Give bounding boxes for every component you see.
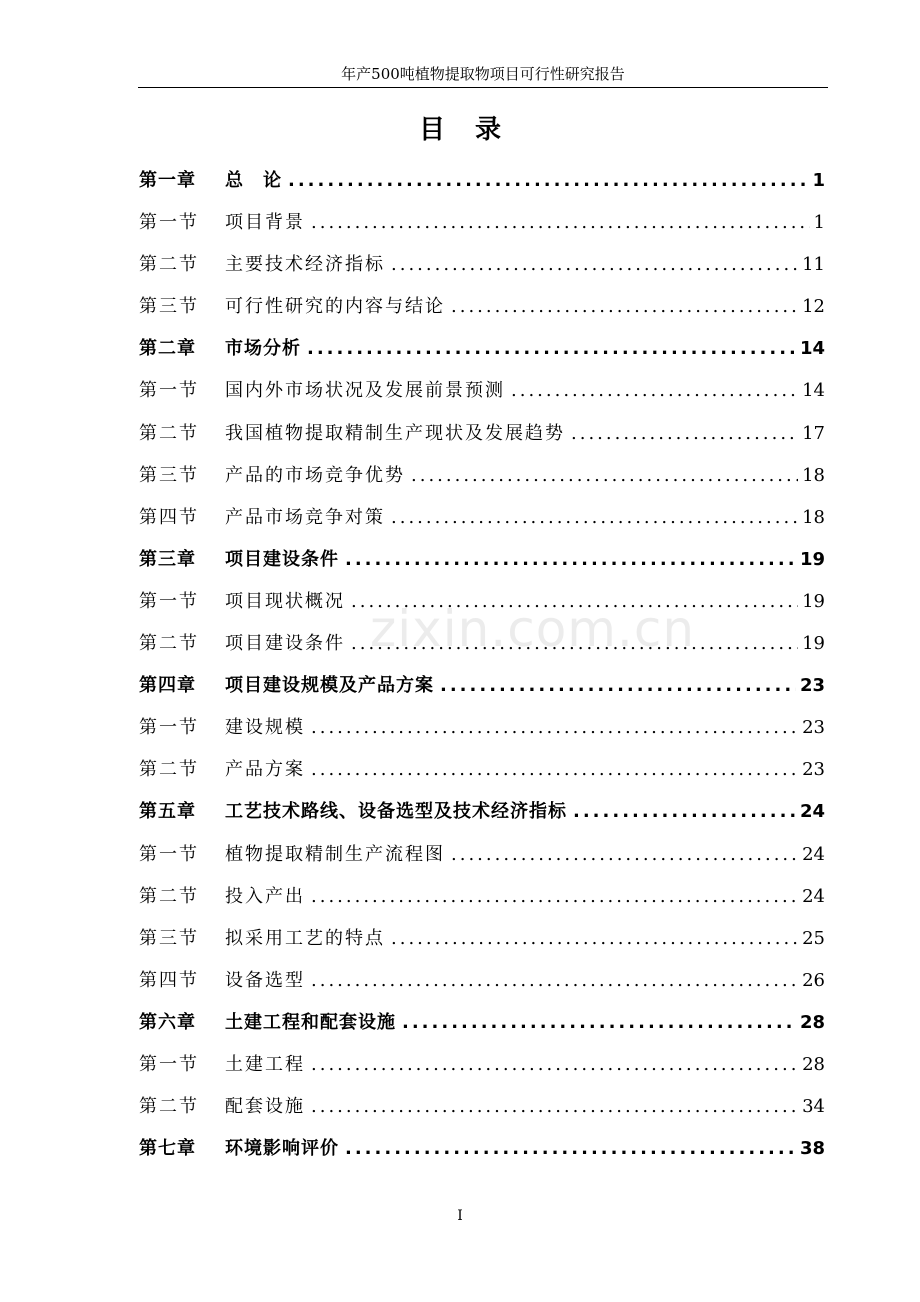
toc-dot-leader <box>311 1086 798 1128</box>
toc-entry-title: 项目建设条件 <box>225 633 345 655</box>
toc-dot-leader <box>571 413 798 455</box>
toc-dot-leader <box>311 202 810 244</box>
toc-title-part2: 录 <box>475 115 502 145</box>
toc-entry-label: 第二节 <box>139 759 199 781</box>
toc-entry-page: 34 <box>802 1096 825 1118</box>
toc-entry-page: 19 <box>799 548 825 570</box>
toc-entry-page: 14 <box>799 338 825 360</box>
toc-section-entry[interactable] <box>139 1086 825 1128</box>
toc-entry-label: 第二节 <box>139 254 199 276</box>
toc-section-entry[interactable] <box>139 960 825 1002</box>
toc-entry-title: 配套设施 <box>225 1096 305 1118</box>
toc-section-entry[interactable] <box>139 581 825 623</box>
toc-entry-label: 第六章 <box>139 1011 196 1033</box>
toc-entry-title: 我国植物提取精制生产现状及发展趋势 <box>225 422 565 444</box>
toc-entry-title: 产品的市场竞争优势 <box>225 464 405 486</box>
toc-entry-page: 11 <box>802 254 825 276</box>
toc-entry-title: 市场分析 <box>225 338 301 360</box>
toc-entry-page: 18 <box>802 506 825 528</box>
toc-dot-leader <box>311 960 798 1002</box>
toc-title-part1: 目 <box>418 115 445 145</box>
toc-entry-label: 第四节 <box>139 969 199 991</box>
toc-section-entry[interactable] <box>139 749 825 791</box>
toc-entry-label: 第一章 <box>139 170 196 191</box>
toc-entry-label: 第二节 <box>139 633 199 655</box>
toc-dot-leader <box>573 791 796 833</box>
toc-entry-label: 第一节 <box>139 590 199 612</box>
toc-dot-leader <box>411 455 798 497</box>
watermark: zixin.com.cn <box>370 600 696 658</box>
toc-entry-title: 设备选型 <box>225 969 305 991</box>
toc-section-entry[interactable] <box>139 455 825 497</box>
toc-section-entry[interactable] <box>139 497 825 539</box>
toc-entry-title: 土建工程和配套设施 <box>225 1011 396 1033</box>
toc-dot-leader <box>345 1128 796 1170</box>
toc-section-entry[interactable] <box>139 623 825 665</box>
toc-entry-page: 17 <box>802 422 825 444</box>
toc-entry-label: 第一节 <box>139 212 199 234</box>
running-header: 年产500吨植物提取物项目可行性研究报告 <box>341 65 625 83</box>
toc-chapter-entry[interactable] <box>139 328 825 370</box>
toc-title <box>0 112 920 148</box>
toc-entry-page: 24 <box>802 885 825 907</box>
toc-entry-page: 26 <box>802 969 825 991</box>
toc-entry-label: 第二节 <box>139 885 199 907</box>
toc-section-entry[interactable] <box>139 286 825 328</box>
toc-entry-page: 19 <box>802 633 825 655</box>
toc-chapter-entry[interactable] <box>139 665 825 707</box>
toc-dot-leader <box>451 286 798 328</box>
toc-section-entry[interactable] <box>139 244 825 286</box>
toc-entry-page: 19 <box>802 590 825 612</box>
toc-section-entry[interactable] <box>139 876 825 918</box>
toc-entry-title: 国内外市场状况及发展前景预测 <box>225 380 505 402</box>
toc-entry-page: 12 <box>802 296 825 318</box>
toc-dot-leader <box>307 328 796 370</box>
toc-entry-title: 建设规模 <box>225 717 305 739</box>
toc-entry-label: 第三节 <box>139 927 199 949</box>
toc-dot-leader <box>311 1044 798 1086</box>
toc-dot-leader <box>288 160 808 202</box>
toc-section-entry[interactable] <box>139 202 825 244</box>
toc-dot-leader <box>351 623 798 665</box>
toc-dot-leader <box>311 876 798 918</box>
toc-entry-label: 第四章 <box>139 675 196 697</box>
toc-entry-title: 植物提取精制生产流程图 <box>225 843 445 865</box>
toc-chapter-entry[interactable] <box>139 1128 825 1170</box>
toc-section-entry[interactable] <box>139 918 825 960</box>
toc-entry-label: 第五章 <box>139 801 196 823</box>
toc-dot-leader <box>311 707 798 749</box>
toc-entry-title: 土建工程 <box>225 1053 305 1075</box>
toc-entry-label: 第一节 <box>139 843 199 865</box>
toc-entry-label: 第一节 <box>139 380 199 402</box>
toc-entry-title: 环境影响评价 <box>225 1138 339 1160</box>
toc-entry-page: 25 <box>802 927 825 949</box>
toc-entry-page: 18 <box>802 464 825 486</box>
toc-entry-title: 产品方案 <box>225 759 305 781</box>
toc-section-entry[interactable] <box>139 413 825 455</box>
toc-entry-page: 24 <box>799 801 825 823</box>
toc-entry-page: 23 <box>802 759 825 781</box>
toc-dot-leader <box>440 665 796 707</box>
toc-entry-label: 第二章 <box>139 338 196 360</box>
toc-dot-leader <box>345 539 796 581</box>
toc-chapter-entry[interactable] <box>139 539 825 581</box>
toc-entry-title: 产品市场竞争对策 <box>225 506 385 528</box>
toc-entry-page: 1 <box>812 170 825 191</box>
toc-entry-title: 项目建设规模及产品方案 <box>225 675 434 697</box>
toc-entry-page: 1 <box>813 212 825 234</box>
toc-chapter-entry[interactable] <box>139 1002 825 1044</box>
toc-entry-label: 第七章 <box>139 1138 196 1160</box>
toc-entry-page: 38 <box>799 1138 825 1160</box>
toc-chapter-entry[interactable] <box>139 791 825 833</box>
toc-section-entry[interactable] <box>139 707 825 749</box>
page-number: I <box>457 1208 463 1224</box>
toc-entry-label: 第二节 <box>139 1096 199 1118</box>
toc-entry-page: 28 <box>799 1011 825 1033</box>
toc-entry-label: 第三章 <box>139 548 196 570</box>
toc-entry-label: 第一节 <box>139 717 199 739</box>
header-rule <box>138 87 828 88</box>
toc-section-entry[interactable] <box>139 1044 825 1086</box>
toc-dot-leader <box>391 918 798 960</box>
toc-entry-label: 第四节 <box>139 506 199 528</box>
toc-entry-title: 工艺技术路线、设备选型及技术经济指标 <box>225 801 567 823</box>
toc-entry-page: 23 <box>802 717 825 739</box>
toc-entry-label: 第三节 <box>139 296 199 318</box>
toc-dot-leader <box>351 581 798 623</box>
toc-entry-title: 总 论 <box>225 170 282 191</box>
toc-entry-title: 主要技术经济指标 <box>225 254 385 276</box>
toc-section-entry[interactable] <box>139 370 825 412</box>
toc-section-entry[interactable] <box>139 834 825 876</box>
toc-entry-label: 第一节 <box>139 1053 199 1075</box>
toc-entry-title: 拟采用工艺的特点 <box>225 927 385 949</box>
toc-dot-leader <box>451 834 798 876</box>
toc-dot-leader <box>311 749 798 791</box>
toc-entry-title: 可行性研究的内容与结论 <box>225 296 445 318</box>
toc-entry-title: 投入产出 <box>225 885 305 907</box>
toc-dot-leader <box>402 1002 796 1044</box>
toc-entry-label: 第二节 <box>139 422 199 444</box>
toc-dot-leader <box>391 244 798 286</box>
toc-dot-leader <box>511 370 798 412</box>
toc-entry-title: 项目建设条件 <box>225 548 339 570</box>
toc-entry-page: 24 <box>802 843 825 865</box>
toc-entry-title: 项目现状概况 <box>225 590 345 612</box>
toc-entry-label: 第三节 <box>139 464 199 486</box>
toc-list <box>139 160 825 1170</box>
toc-entry-page: 14 <box>802 380 825 402</box>
toc-entry-title: 项目背景 <box>225 212 305 234</box>
toc-entry-page: 28 <box>802 1053 825 1075</box>
toc-chapter-entry[interactable] <box>139 160 825 202</box>
toc-dot-leader <box>391 497 798 539</box>
toc-entry-page: 23 <box>799 675 825 697</box>
